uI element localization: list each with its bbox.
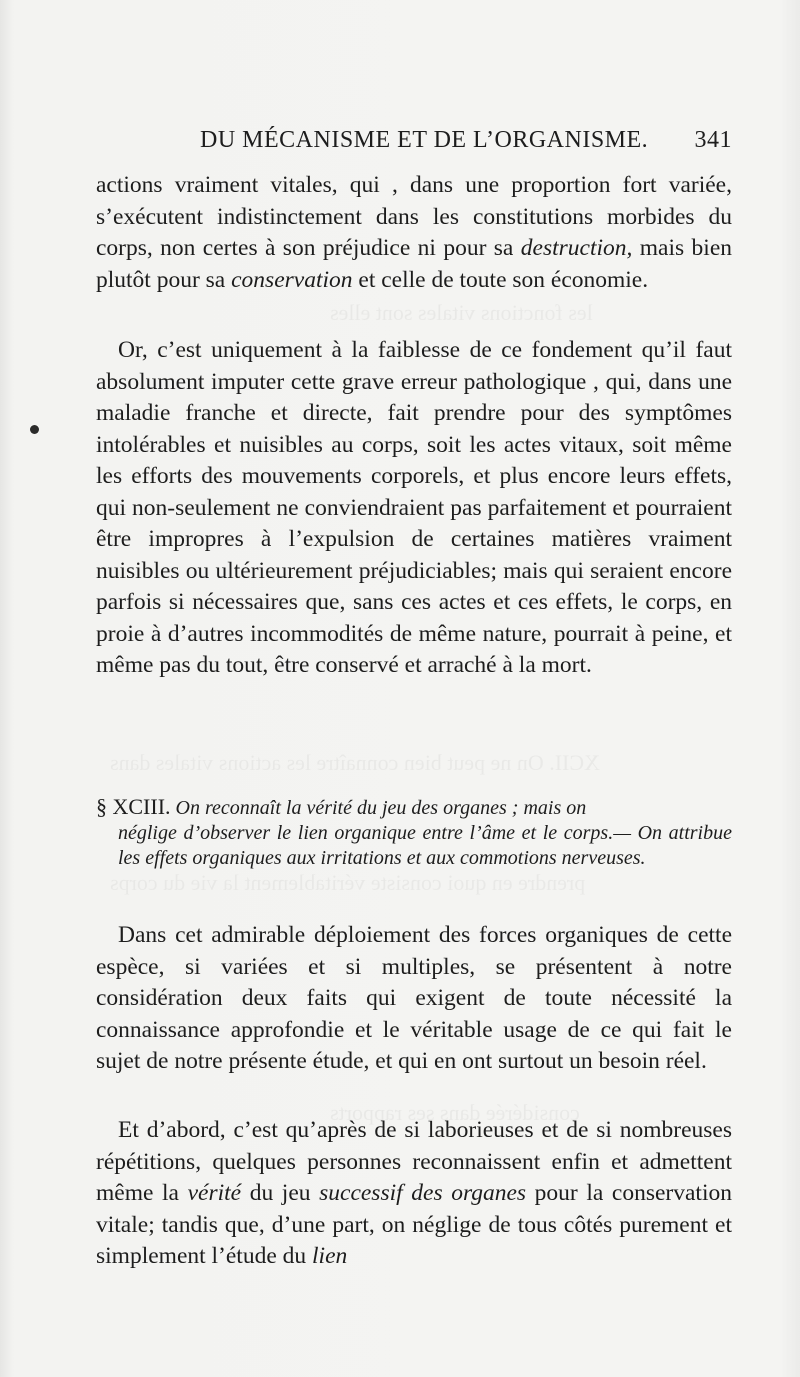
- section-summary: néglige d’observer le lien organique entre l’âme et le corps.— On attribue les effets organiques aux irritations et aux commotions nerveuses.: [118, 822, 732, 869]
- section-heading: [96, 794, 732, 871]
- emphasis-text: conservation: [231, 266, 353, 293]
- paragraph-text: pour la conservation vitale; tandis que, d’une part, on néglige de tous côtés purement et simplement l’étude du: [96, 1180, 732, 1269]
- paragraph: [96, 170, 732, 296]
- emphasis-text: lien: [312, 1243, 348, 1269]
- show-through-text: [110, 870, 585, 896]
- paragraph-text: Et d’abord, c’est qu’après de si laborieuses et de si nombreuses répétitions, quelques personnes reconnaissent enfin et admettent même la: [96, 1117, 732, 1206]
- section-summary-line: On reconnaît la vérité du jeu des organes ; mais on: [175, 797, 587, 819]
- emphasis-text: successif des organes: [319, 1180, 527, 1206]
- emphasis-text: destruction,: [520, 235, 633, 261]
- paragraph-text: et celle de toute son économie.: [352, 266, 649, 293]
- page-header: [96, 127, 732, 157]
- paragraph-text: du jeu: [241, 1180, 320, 1206]
- paragraph: Dans cet admirable déploiement des forces organiques de cette espèce, si variées et si multiples, se présentent à notre considération deux faits qui exigent de toute nécessité la connaissance approfondie et le véritable usage de ce qui fait le sujet de notre présente étude, et qui en ont surtout un besoin réel.: [96, 922, 732, 1074]
- ink-spot: [30, 425, 39, 434]
- paragraph-text: actions vraiment vitales, qui , dans une proportion fort variée, s’exécutent indistinctement dans les constitutions morbides du corps, non certes à son préjudice ni pour sa: [96, 172, 732, 261]
- paragraph: [96, 1115, 732, 1273]
- emphasis-text: vérité: [187, 1180, 242, 1206]
- paragraph-text: mais bien plutôt pour sa: [96, 235, 733, 293]
- page-number: 341: [694, 127, 732, 153]
- show-through-text: [110, 750, 600, 776]
- paragraph: Or, c’est uniquement à la faiblesse de ce fondement qu’il faut absolument imputer cette grave erreur pathologique , qui, dans une maladie franche et directe, fait prendre pour des symptômes intolérables et nuisibles au corps, soit les actes vitaux, soit même les efforts des mouvements corporels, et plus encore leurs effets, qui non-seulement ne conviendraient pas parfaitement et pourraient être impropres à l’expulsion de certaines matières vraiment nuisibles ou ultérieurement préjudiciables; mais qui seraient encore parfois si nécessaires que, sans ces actes et ces effets, le corps, en proie à d’autres incommodités de même nature, pourrait à peine, et même pas du tout, être conservé et arraché à la mort.: [96, 337, 732, 678]
- show-through-text: [330, 300, 593, 326]
- section-number: § XCIII.: [96, 794, 171, 819]
- running-title: DU MÉCANISME ET DE L’ORGANISME.: [200, 127, 649, 153]
